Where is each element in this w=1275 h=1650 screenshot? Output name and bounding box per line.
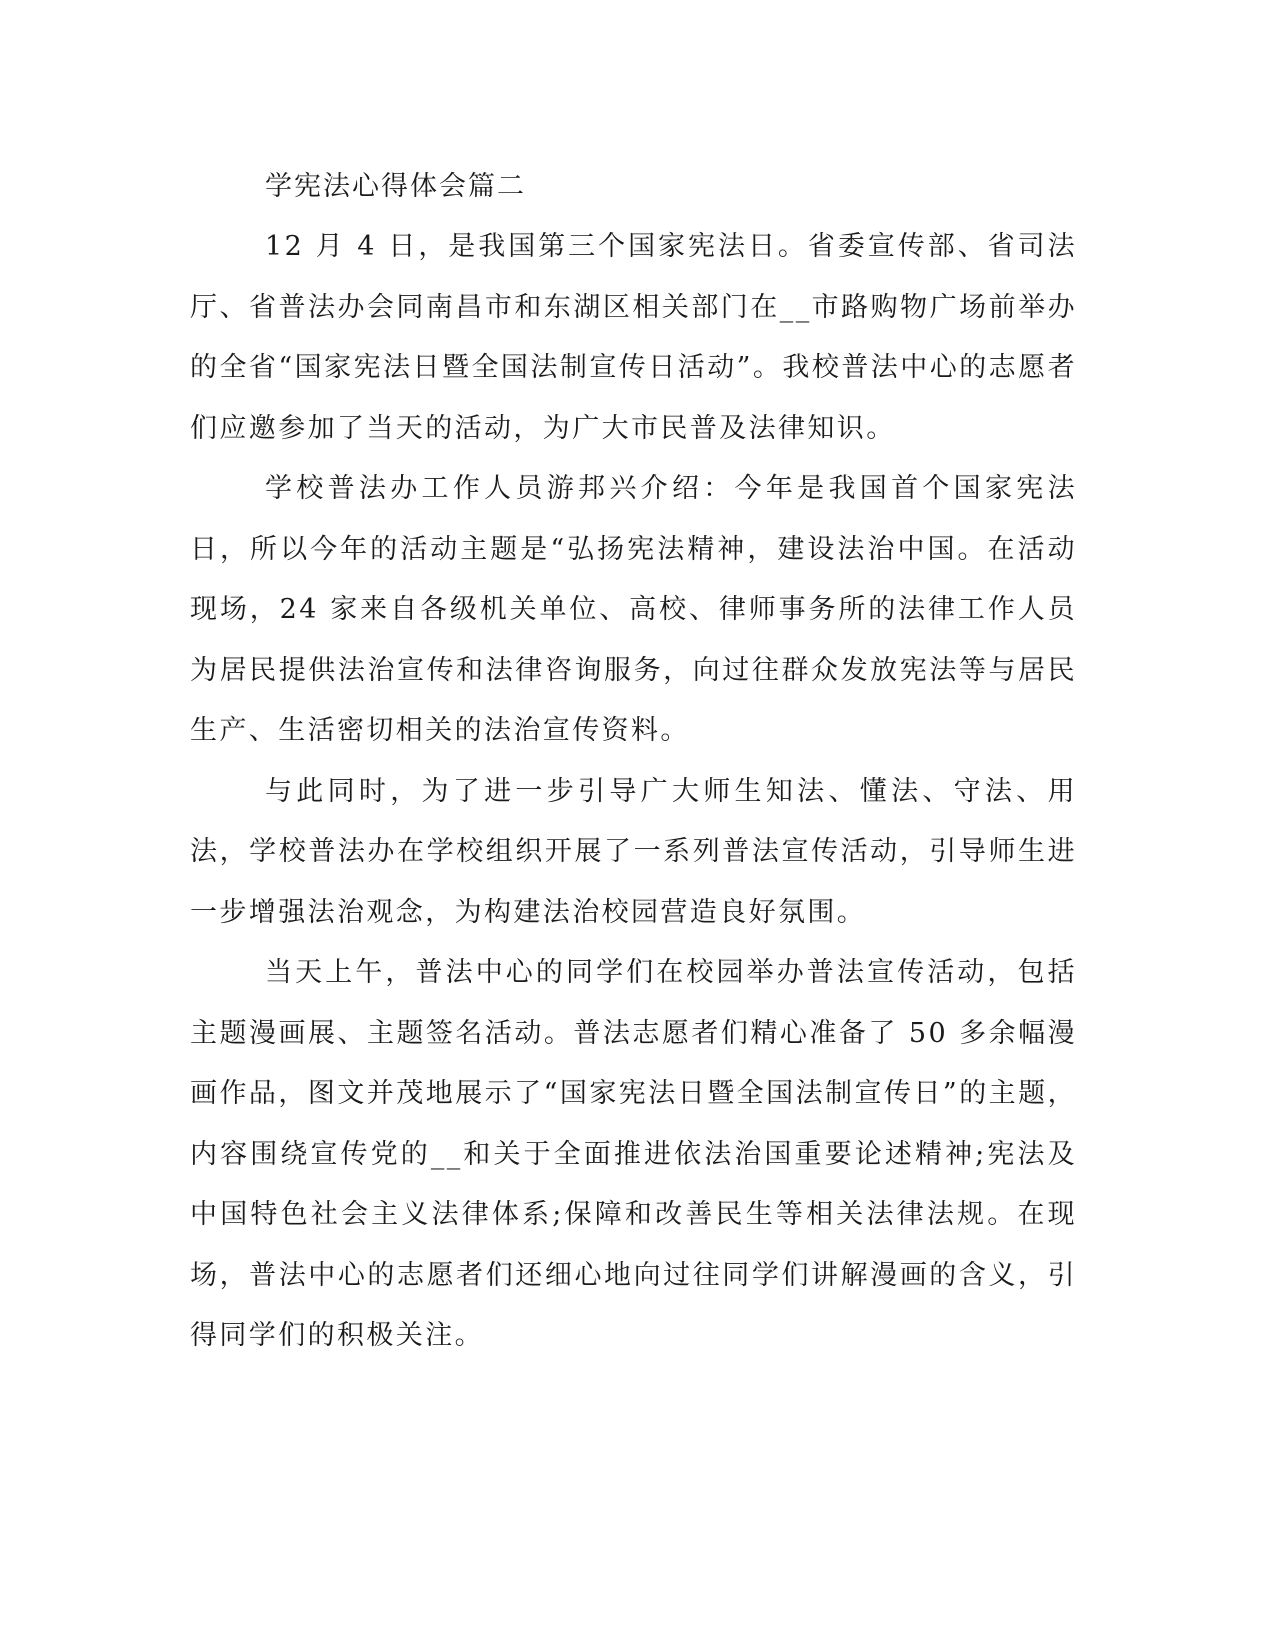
document-body xyxy=(190,157,1077,1367)
paragraph-4: 当天上午，普法中心的同学们在校园举办普法宣传活动，包括主题漫画展、主题签名活动。普法志愿者们精心准备了 50 多余幅漫画作品，图文并茂地展示了“国家宪法日暨全国法制宣传日”的主题，内容围绕宣传党的__和关于全面推进依法治国重要论述精神;宪法及中国特色社会主义法律体系;保障和改善民生等相关法律法规。在现场，普法中心的志愿者们还细心地向过往同学们讲解漫画的含义，引得同学们的积极关注。 xyxy=(190,957,1077,1351)
paragraph-1: 12 月 4 日，是我国第三个国家宪法日。省委宣传部、省司法厅、省普法办会同南昌市和东湖区相关部门在__市路购物广场前举办的全省“国家宪法日暨全国法制宣传日活动”。我校普法中心的志愿者们应邀参加了当天的活动，为广大市民普及法律知识。 xyxy=(190,231,1077,444)
paragraph-2: 学校普法办工作人员游邦兴介绍：今年是我国首个国家宪法日，所以今年的活动主题是“弘扬宪法精神，建设法治中国。在活动现场，24 家来自各级机关单位、高校、律师事务所的法律工作人员为居民提供法治宣传和法律咨询服务，向过往群众发放宪法等与居民生产、生活密切相关的法治宣传资料。 xyxy=(190,473,1077,746)
paragraph-3: 与此同时，为了进一步引导广大师生知法、懂法、守法、用法，学校普法办在学校组织开展了一系列普法宣传活动，引导师生进一步增强法治观念，为构建法治校园营造良好氛围。 xyxy=(190,775,1077,928)
document-heading: 学宪法心得体会篇二 xyxy=(265,171,526,202)
